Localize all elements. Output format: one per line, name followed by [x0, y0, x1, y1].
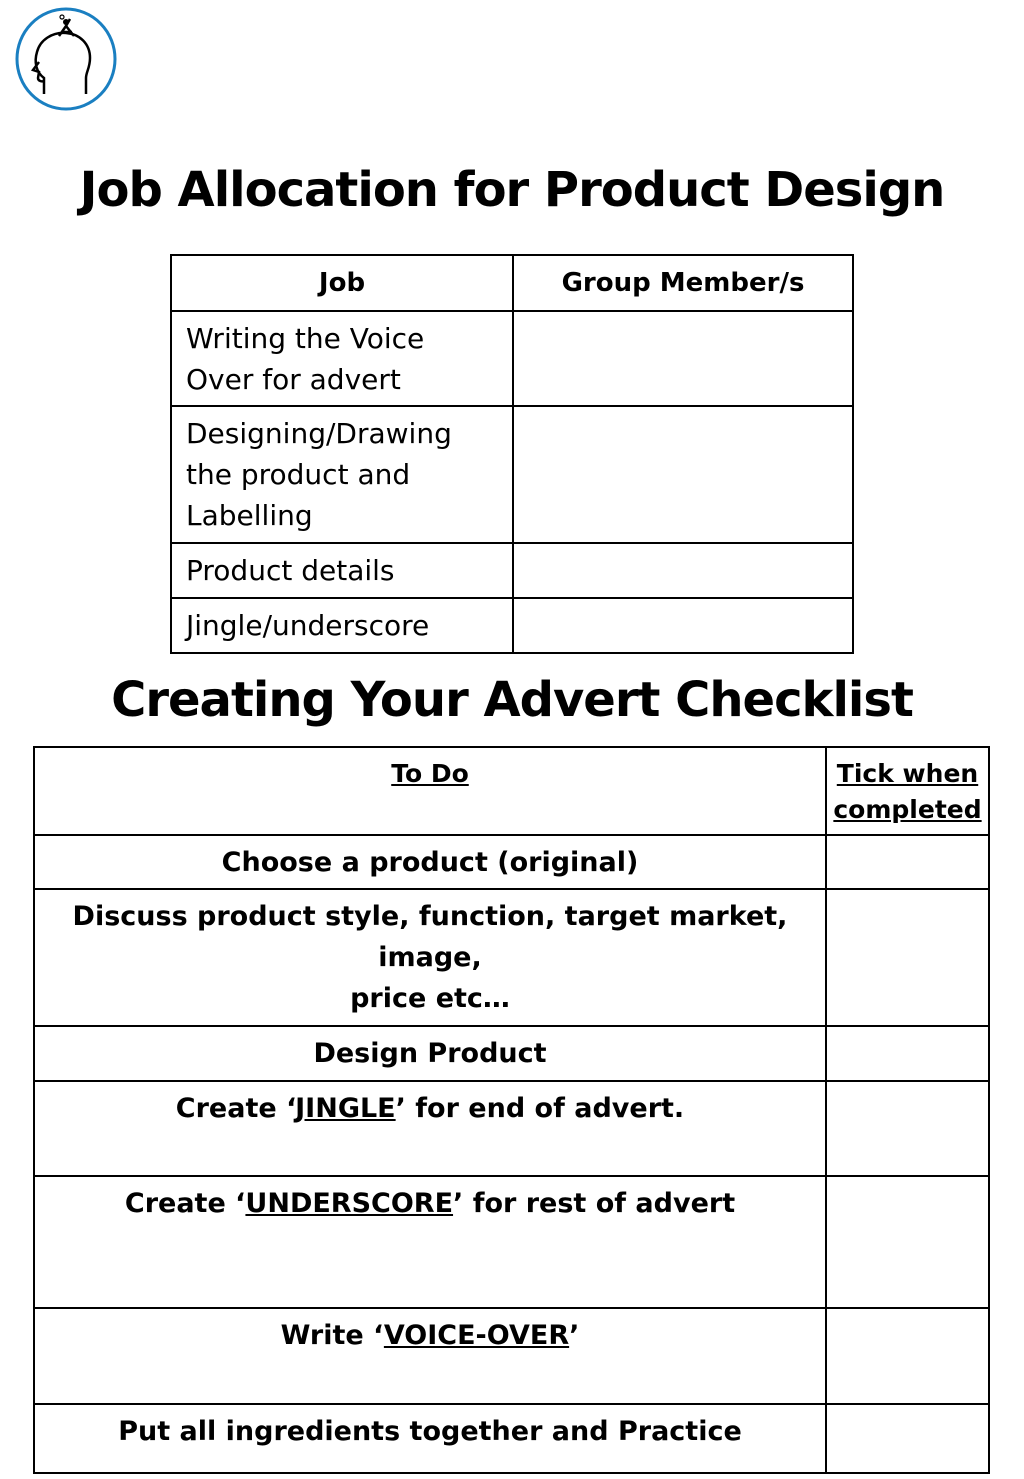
tick-cell[interactable]	[826, 1081, 989, 1176]
todo-keyword: JINGLE	[295, 1093, 396, 1124]
todo-text: price etc…	[350, 983, 510, 1014]
job-text: Writing the Voice	[186, 322, 425, 355]
todo-cell	[34, 1176, 826, 1308]
job-header: Job	[171, 255, 513, 311]
todo-keyword: UNDERSCORE	[245, 1188, 454, 1219]
job-text: Labelling	[186, 499, 313, 532]
table-row	[171, 311, 853, 406]
todo-cell	[34, 889, 826, 1026]
todo-text: Create ‘	[175, 1093, 296, 1124]
tick-header-label: Tick when	[836, 759, 979, 788]
advert-checklist-table	[33, 746, 990, 1474]
todo-text: Discuss product style, function, target market, image,	[72, 901, 788, 973]
todo-text: Create ‘	[124, 1188, 246, 1219]
job-text: Product details	[186, 554, 395, 587]
head-gears-logo-icon	[14, 6, 118, 112]
todo-cell: Design Product	[34, 1026, 826, 1081]
tick-header	[826, 747, 989, 835]
job-text: the product and	[186, 458, 411, 491]
group-member-cell[interactable]	[513, 543, 853, 598]
group-member-header: Group Member/s	[513, 255, 853, 311]
group-member-cell[interactable]	[513, 311, 853, 406]
job-cell	[171, 543, 513, 598]
tick-cell[interactable]	[826, 1308, 989, 1404]
todo-header	[34, 747, 826, 835]
table-row	[34, 1308, 989, 1404]
job-allocation-title: Job Allocation for Product Design	[79, 162, 945, 218]
todo-text: Write ‘	[280, 1320, 384, 1351]
job-text: Jingle/underscore	[186, 609, 430, 642]
todo-cell: Put all ingredients together and Practice	[34, 1404, 826, 1473]
tick-cell[interactable]	[826, 1404, 989, 1473]
tick-header-label: completed	[833, 795, 982, 824]
table-header-row	[34, 747, 989, 835]
tick-cell[interactable]	[826, 1026, 989, 1081]
tick-cell[interactable]	[826, 1176, 989, 1308]
todo-cell	[34, 1308, 826, 1404]
job-text: Designing/Drawing	[186, 417, 452, 450]
todo-cell: Choose a product (original)	[34, 835, 826, 889]
tick-cell[interactable]	[826, 835, 989, 889]
table-row	[34, 1176, 989, 1308]
tick-cell[interactable]	[826, 889, 989, 1026]
table-row	[34, 1404, 989, 1473]
table-row	[34, 889, 989, 1026]
job-cell	[171, 311, 513, 406]
todo-text: ’ for rest of advert	[453, 1188, 736, 1219]
job-cell	[171, 598, 513, 653]
group-member-cell[interactable]	[513, 406, 853, 543]
job-text: Over for advert	[186, 363, 401, 396]
table-row	[34, 1081, 989, 1176]
checklist-title: Creating Your Advert Checklist	[111, 672, 913, 728]
table-header-row	[171, 255, 853, 311]
job-cell	[171, 406, 513, 543]
todo-keyword: VOICE-OVER	[383, 1320, 570, 1351]
todo-cell	[34, 1081, 826, 1176]
table-row	[34, 835, 989, 889]
table-row	[171, 598, 853, 653]
group-member-cell[interactable]	[513, 598, 853, 653]
job-allocation-table	[170, 254, 854, 654]
todo-header-label: To Do	[391, 759, 469, 788]
table-row	[171, 543, 853, 598]
table-row	[171, 406, 853, 543]
todo-text: ’	[569, 1320, 580, 1351]
table-row	[34, 1026, 989, 1081]
todo-text: ’ for end of advert.	[395, 1093, 685, 1124]
